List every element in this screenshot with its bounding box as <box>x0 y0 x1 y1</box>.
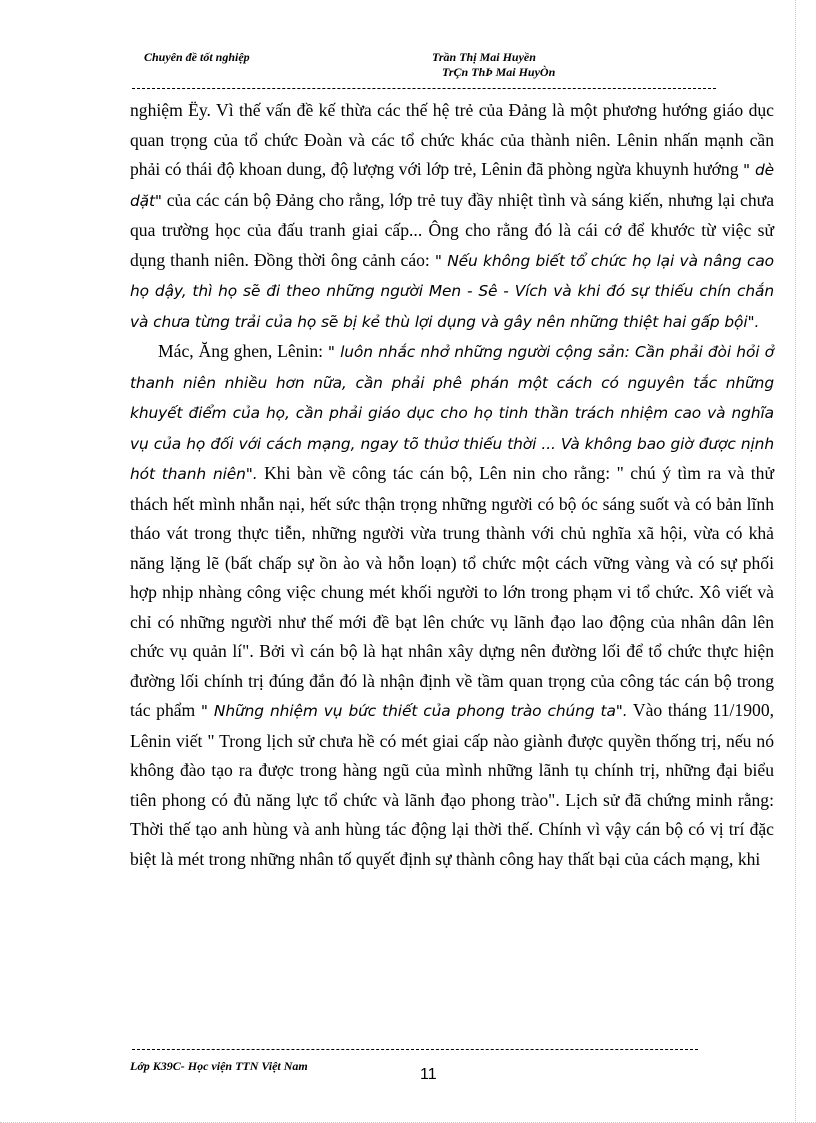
footer-class-label: Lớp K39C- Học viện TTN Việt Nam <box>130 1059 308 1073</box>
paragraph-1-text-a: nghiệm Ëy. Vì thế vấn đề kế thừa các thế hệ trẻ của Đảng là một phương hướng giáo dục quan trọng của tổ chức Đoàn và các tổ chức khác của thành niên. Lênin nhấn mạnh cần phải có thái độ khoan dung, độ lượng với lớp trẻ, Lênin đã phòng ngừa khuynh hướng <box>130 100 774 179</box>
body-text <box>130 96 774 874</box>
paragraph-2 <box>130 337 774 874</box>
paragraph-1-text-b: của các cán bộ Đảng cho rằng, lớp trẻ tuy đầy nhiệt tình và sáng kiến, nhưng lại chưa qua trường học của đấu tranh giai cấp... Ông cho rằng đó là cái cớ để khước từ việc sử dụng thanh niên. Đồng thời ông cảnh cáo: <box>130 189 774 270</box>
paragraph-2-quote-b: " Những nhiệm vụ bức thiết của phong trào chúng ta". <box>200 702 628 720</box>
footer-divider <box>132 1049 698 1050</box>
paragraph-2-text-b: Khi bàn về công tác cán bộ, Lên nin cho rằng: " chú ý tìm ra và thử thách hết mình nhẫn nại, hết sức thận trọng những người có bộ óc sáng suốt và có bản lĩnh tháo vát trong thực tiễn, những người vừa trung thành với chủ nghĩa xã hội, vừa có khả năng lặng lẽ (bất chấp sự ồn ào và hỗn loạn) tổ chức một cách vững vàng và có sự phối hợp nhịp nhàng công việc chung mét khối người to lớn trong phạm vi tổ chức. Xô viết và chỉ có những người như thế mới đề bạt lên chức vụ lãnh đạo lao động của nhân dân lên chức vụ quản lí". Bởi vì cán bộ là hạt nhân xây dựng nên đường lối để tổ chức thực hiện đường lối chính trị đúng đắn đó là nhận định về tầm quan trọng của công tác cán bộ trong tác phẩm <box>130 463 774 720</box>
paragraph-1 <box>130 96 774 337</box>
paragraph-2-text-c: Vào tháng 11/1900, Lênin viết " Trong lịch sử chưa hề có mét giai cấp nào giành được quyền thống trị, nếu nó không đào tạo ra được trong hàng ngũ của mình những lãnh tụ chính trị, những đại biểu tiên phong có đủ năng lực tổ chức và lãnh đạo phong trào". Lịch sử đã chứng minh rằng: Thời thế tạo anh hùng và anh hùng tác động lại thời thế. Chính vì vậy cán bộ có vị trí đặc biệt là mét trong những nhân tố quyết định sự thành công hay thất bại của cách mạng, khi <box>130 700 775 869</box>
header-author-name-legacy-encoding: TrÇn ThÞ Mai HuyÒn <box>442 65 556 79</box>
page-edge-right <box>795 0 796 1123</box>
header-document-title: Chuyên đề tốt nghiệp <box>144 50 250 64</box>
page-number: 11 <box>420 1066 437 1083</box>
paragraph-1-quote-b: " Nếu không biết tổ chức họ lại và nâng cao họ dậy, thì họ sẽ đi theo những người Men - Sê - Vích và khi đó sự thiếu chín chắn và chưa từng trải của họ sẽ bị kẻ thù lợi dụng và gây nên những thiệt hai gấp bội". <box>130 251 774 331</box>
paragraph-1-quote-a: " dè dặt" <box>130 161 774 210</box>
paragraph-2-quote-a: " luôn nhắc nhở những người cộng sản: Cần phải đòi hỏi ở thanh niên nhiều hơn nữa, cần phải phê phán một cách có nguyên tắc những khuyết điểm của họ, cần phải giáo dục cho họ tinh thần trách nhiệm cao và nghĩa vụ của họ đối với cách mạng, ngay tõ thủơ thiếu thời ... Và không bao giờ được nịnh hót thanh niên". <box>130 343 774 483</box>
paragraph-2-text-a: Mác, Ăng ghen, Lênin: <box>158 341 328 361</box>
header-divider <box>132 88 716 89</box>
header-author-name: Trần Thị Mai Huyền <box>432 50 536 64</box>
